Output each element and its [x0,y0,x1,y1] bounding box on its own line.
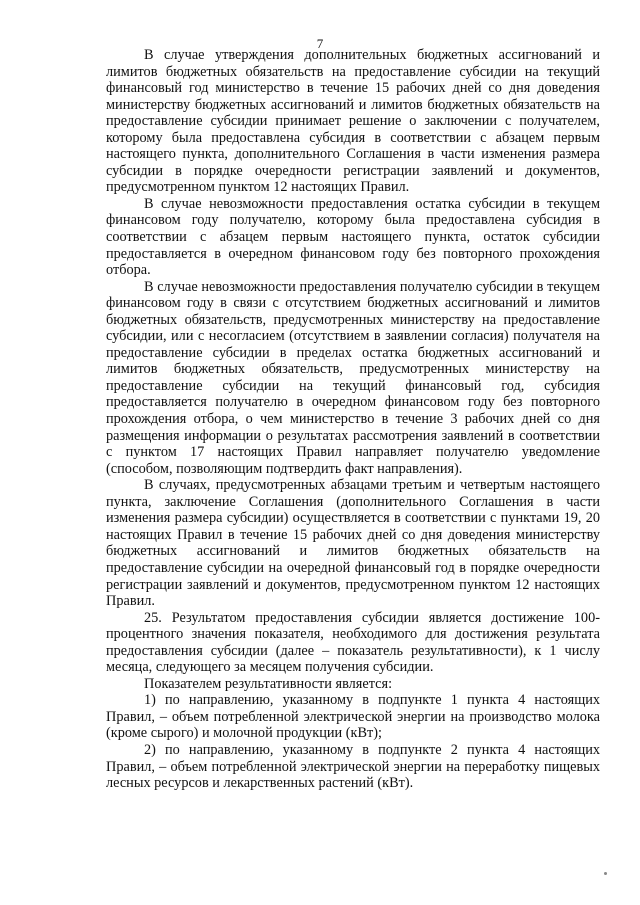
paragraph-item-25-result: 25. Результатом предоставления субсидии является достижение 100-процентного значения показателя, необходимого для достижения результата предоставления субсидии (далее – показатель результативности), к 1 числу месяца, следующего за месяцем получения субсидии. [106,609,600,676]
scan-dot [604,872,607,875]
document-body [106,47,600,792]
paragraph-indicator-2: 2) по направлению, указанному в подпункте 2 пункта 4 настоящих Правил, – объем потребленной электрической энергии на переработку пищевых лесных ресурсов и лекарственных растений (кВт). [106,741,600,792]
paragraph-additional-allocations: В случае утверждения дополнительных бюджетных ассигнований и лимитов бюджетных обязательств на предоставление субсидии на текущий финансовый год министерство в течение 15 рабочих дней со дня доведения министерству бюджетных ассигнований и лимитов бюджетных обязательств на предоставление субсидии принимает решение о заключении с получателем, которому была предоставлена субсидия в соответствии с абзацем первым настоящего пункта, дополнительного Соглашения в части изменения размера субсидии в порядке очередности регистрации заявлений и документов, предусмотренном пунктом 12 настоящих Правил. [106,47,600,196]
paragraph-indicator-1: 1) по направлению, указанному в подпункте 1 пункта 4 настоящих Правил, – объем потребленной электрической энергии на производство молока (кроме сырого) и молочной продукции (кВт); [106,692,600,742]
page-number: 7 [316,36,324,51]
paragraph-agreement-conclusion: В случаях, предусмотренных абзацами третьим и четвертым настоящего пункта, заключение Соглашения (дополнительного Соглашения в части изменения размера субсидии) осуществляется в соответствии с пунктами 19, 20 настоящих Правил в течение 15 рабочих дней со дня доведения министерству бюджетных ассигнований и лимитов бюджетных обязательств на предоставление субсидии на очередной финансовый год в порядке очередности регистрации заявлений и документов, предусмотренном пунктом 12 настоящих Правил. [106,477,600,610]
paragraph-subsidy-impossible: В случае невозможности предоставления получателю субсидии в текущем финансовом году в связи с отсутствием бюджетных ассигнований и лимитов бюджетных обязательств, предусмотренных министерству на предоставление субсидии, или с несогласием (отсутствием в заявлении согласия) получателя на предоставление субсидии в пределах остатка бюджетных ассигнований и лимитов бюджетных обязательств, предусмотренных министерству на предоставление субсидии на текущий финансовый год, субсидия предоставляется получателю в очередном финансовом году без повторного прохождения отбора, о чем министерство в течение 3 рабочих дней со дня размещения информации о результатах рассмотрения заявлений в соответствии с пунктом 17 настоящих Правил направляет получателю уведомление (способом, позволяющим подтвердить факт направления). [106,278,600,477]
paragraph-remaining-subsidy: В случае невозможности предоставления остатка субсидии в текущем финансовом году получателю, которому была предоставлена субсидия в соответствии с абзацем первым настоящего пункта, остаток субсидии предоставляется в очередном финансовом году без повторного прохождения отбора. [106,195,600,279]
paragraph-indicator-intro: Показателем результативности является: [144,675,393,692]
